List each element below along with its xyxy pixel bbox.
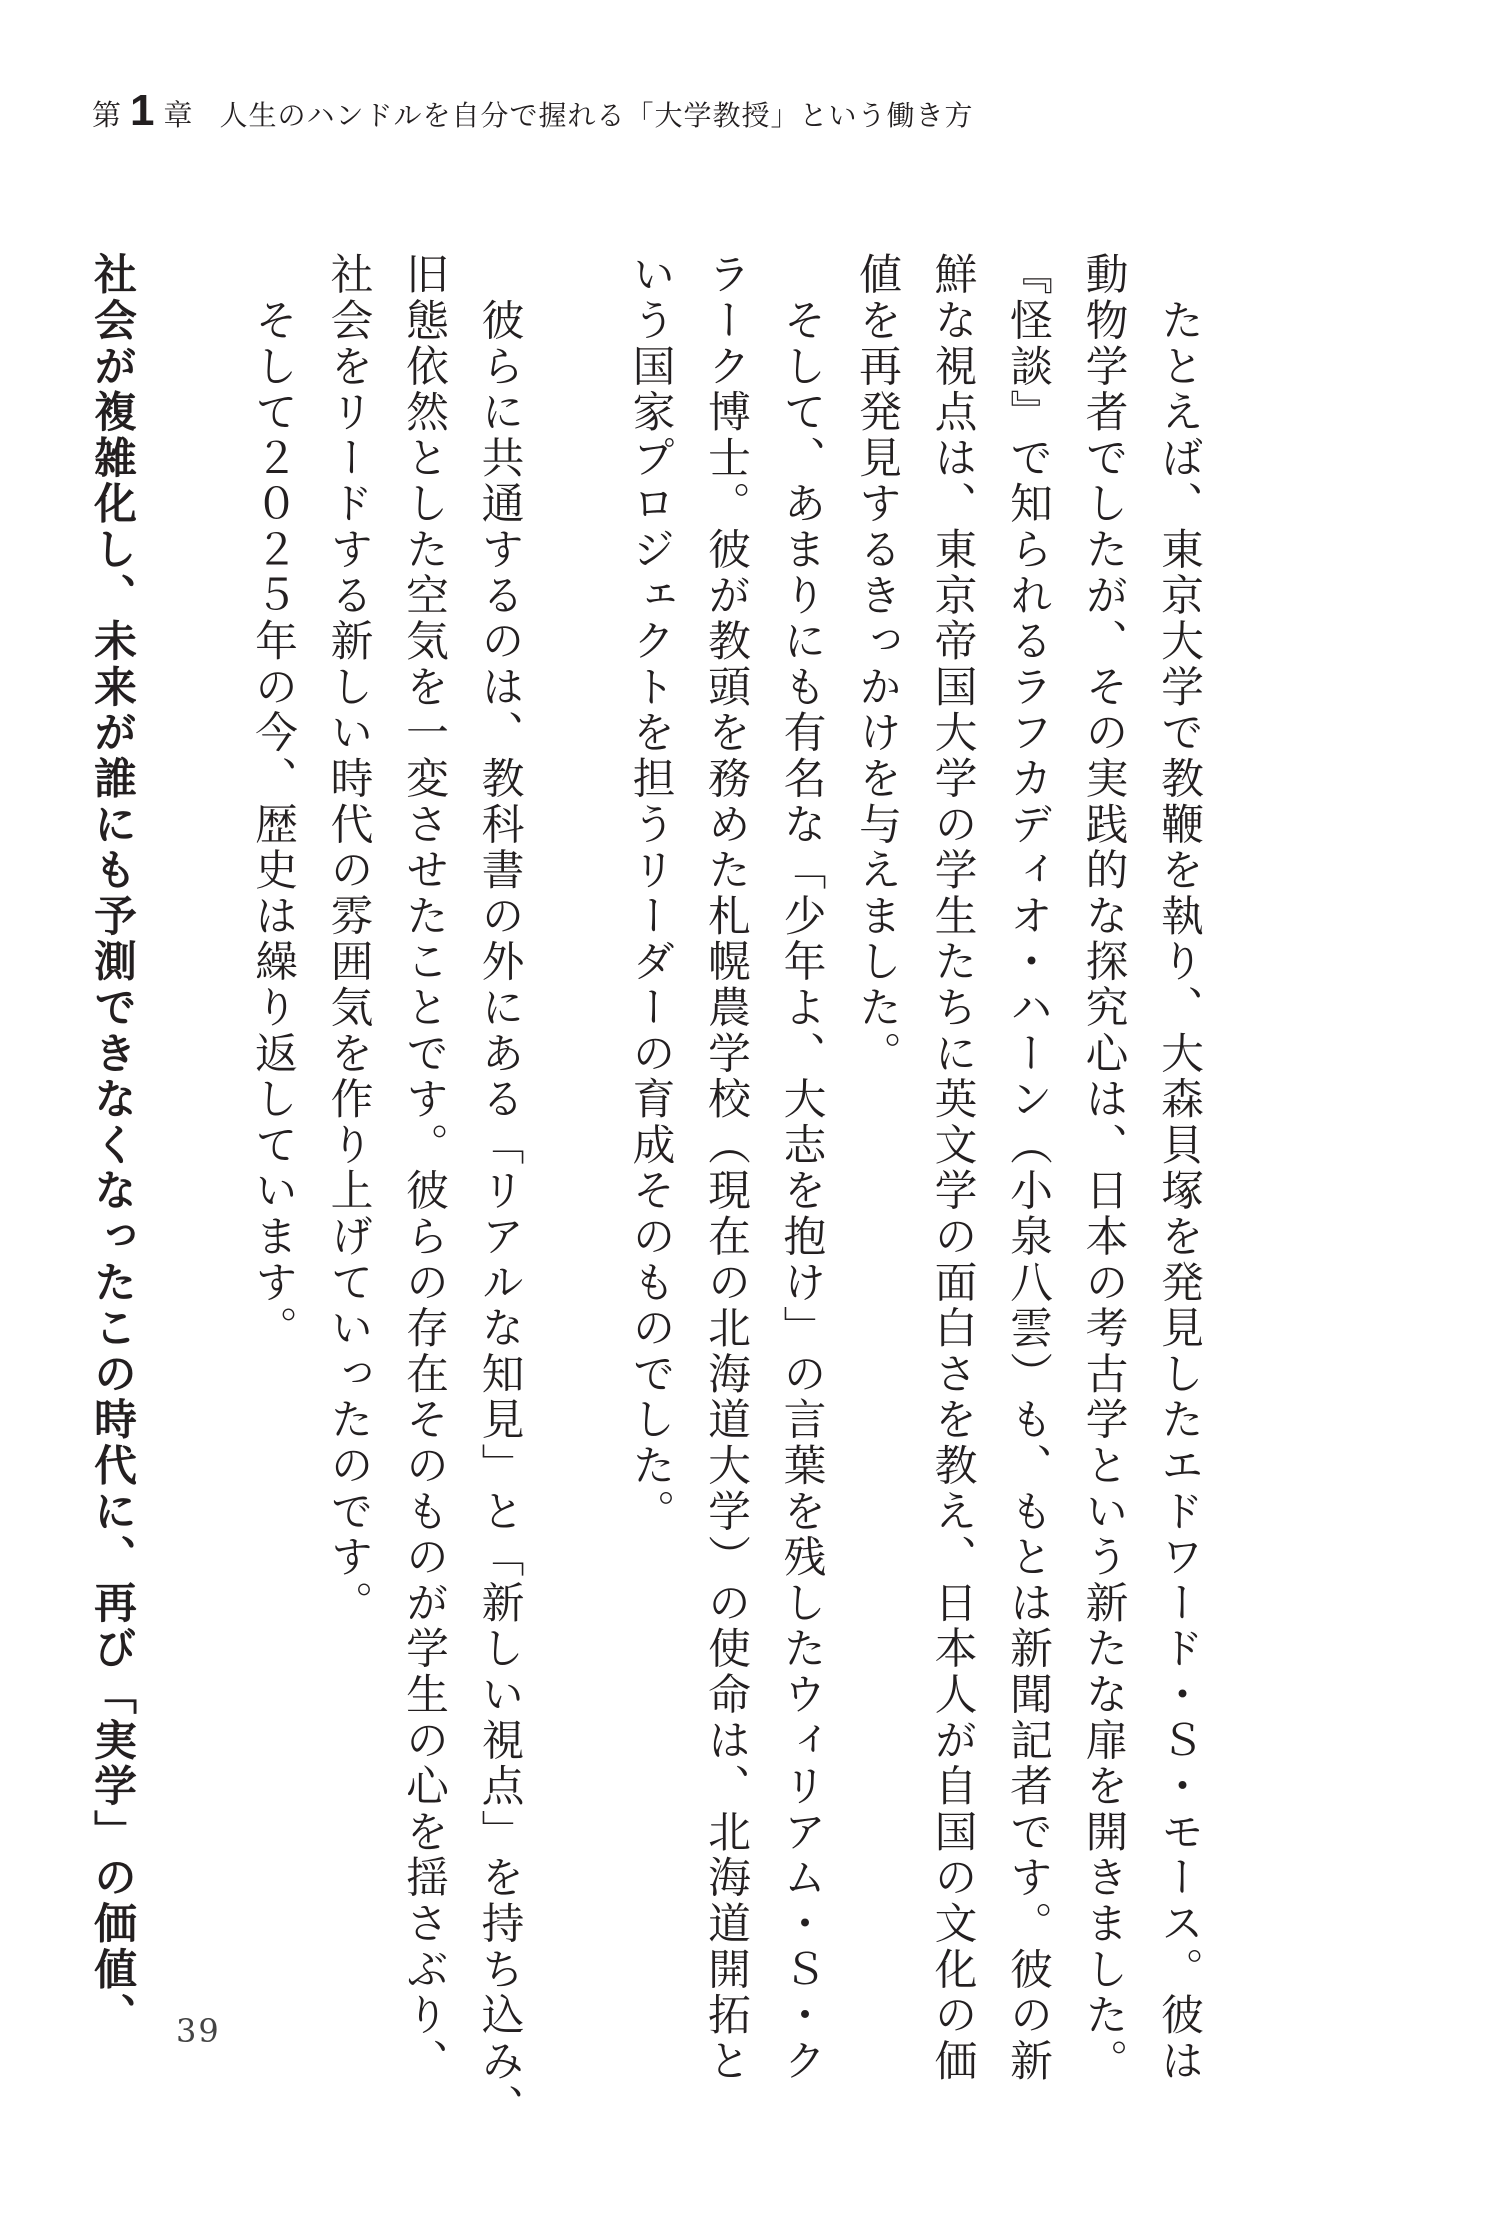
text-column: 彼らに共通するのは、教科書の外にある「リアルな知見」と「新しい視点」を持ち込み、 [474,252,525,2130]
text-column: そして２０２５年の今、歴史は繰り返しています。 [248,252,298,1352]
text-column: いう国家プロジェクトを担うリーダーの育成そのものでした。 [625,252,676,1535]
text-column: 動物学者でしたが、その実践的な探究心は、日本の考古学という新たな扉を開きました。 [1078,252,1129,2084]
text-column: たとえば、東京大学で教鞭を執り、大森貝塚を発見したエドワード・Ｓ・モース。彼は [1154,252,1204,2084]
emphasis-column: 社会が複雑化し、未来が誰にも予測できなくなったこの時代に、再び「実学」の価値、 [87,252,137,2039]
text-column: 『怪談』で知られるラフカディオ・ハーン（小泉八雲）も、もとは新聞記者です。彼の新 [1003,252,1053,2084]
chapter-prefix: 第 [92,98,123,132]
text-column: 旧態依然とした空気を一変させたことです。彼らの存在そのものが学生の心を揺さぶり、 [399,252,449,2084]
page-number: 39 [176,2012,221,2050]
text-column: 値を再発見するきっかけを与えました。 [852,252,902,1077]
chapter-suffix: 章 [163,98,194,132]
text-column: 鮮な視点は、東京帝国大学の学生たちに英文学の面白さを教え、日本人が自国の文化の価 [927,252,978,2084]
blank-column [159,252,235,1908]
blank-column [537,252,613,1908]
running-head [92,86,974,138]
text-column: そして、あまりにも有名な「少年よ、大志を抱け」の言葉を残したウィリアム・Ｓ・ク [776,252,827,2084]
text-column: 社会をリードする新しい時代の雰囲気を作り上げていったのです。 [323,252,374,1626]
chapter-title: 人生のハンドルを自分で握れる「大学教授」という働き方 [219,99,974,132]
chapter-number: 1 [130,86,156,135]
text-column: ラーク博士。彼が教頭を務めた札幌農学校（現在の北海道大学）の使命は、北海道開拓と [701,252,751,2084]
